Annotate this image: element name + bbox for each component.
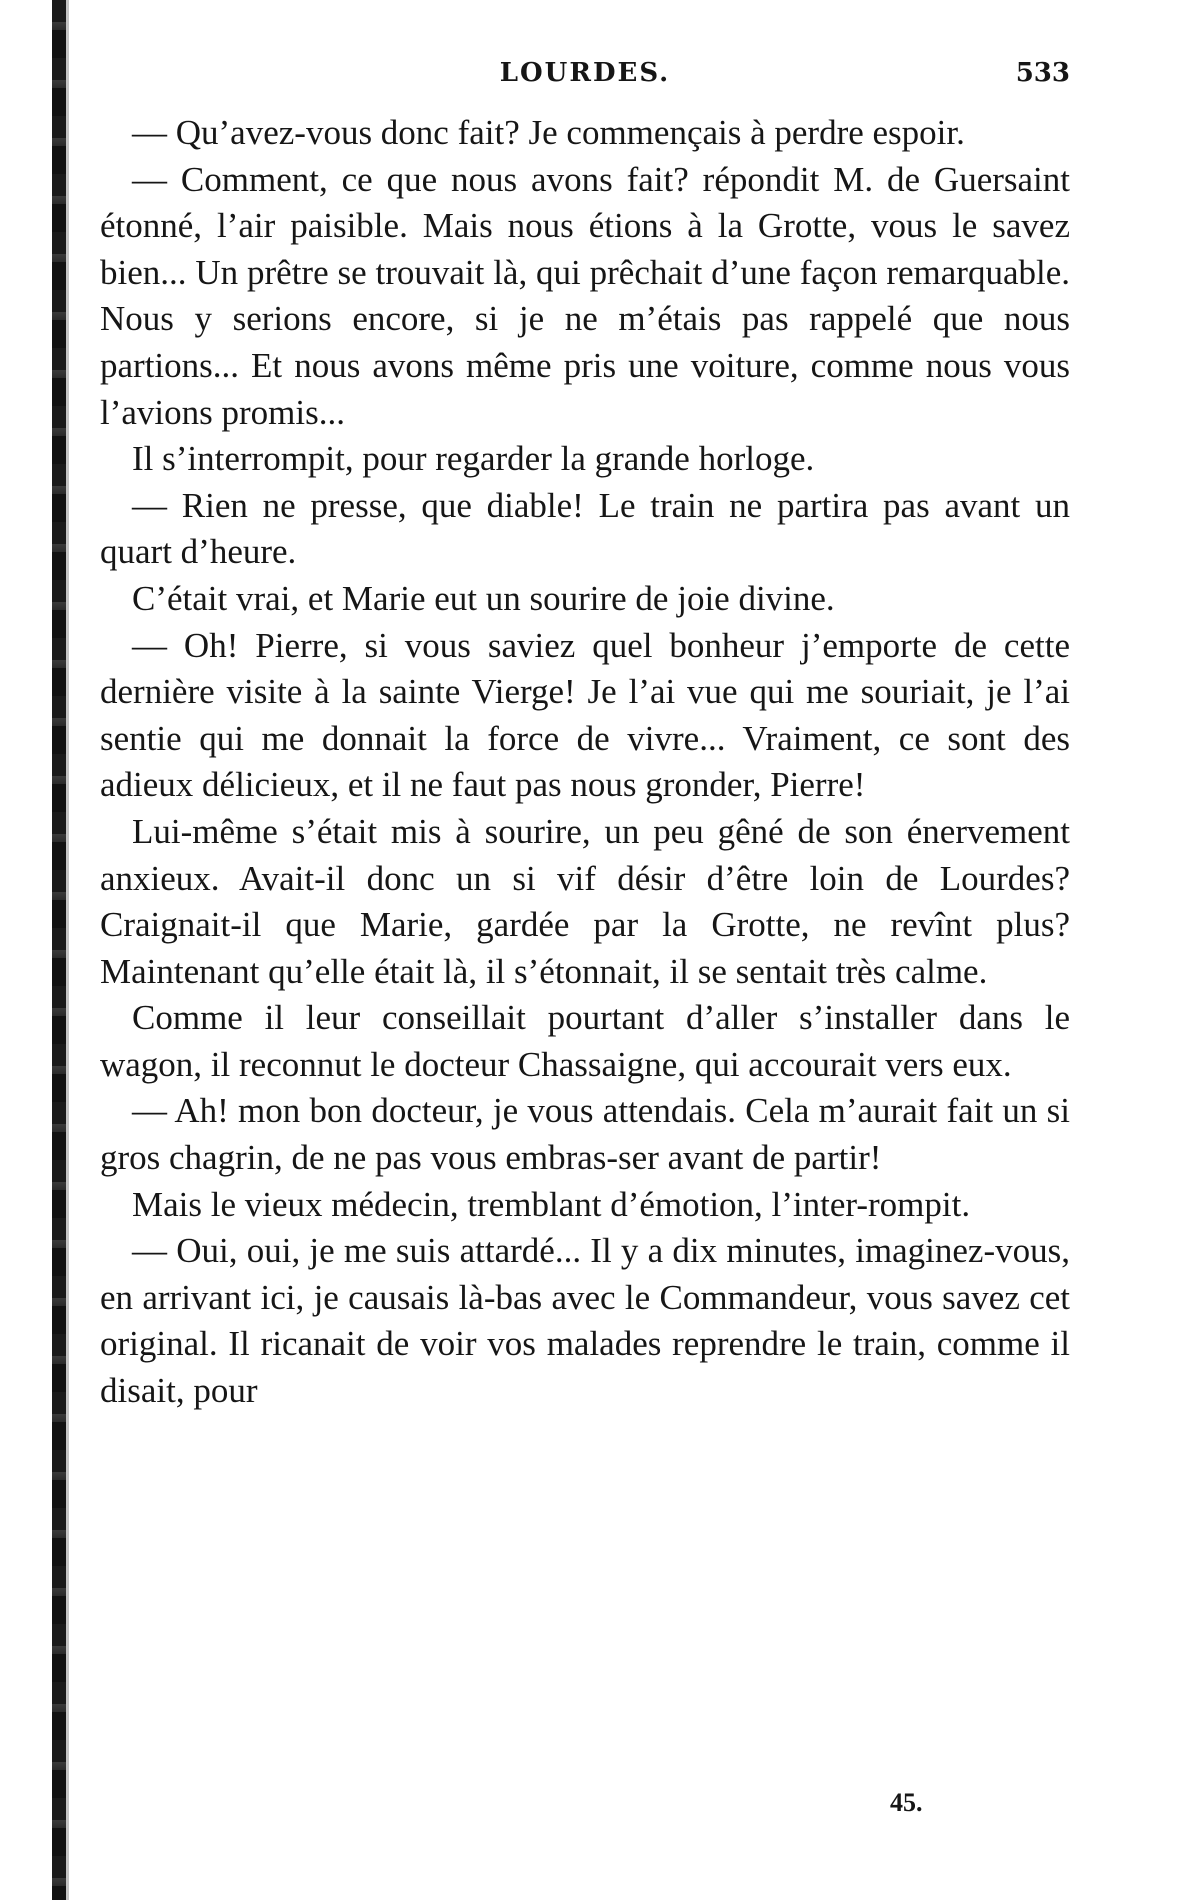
paragraph: — Qu’avez-vous donc fait? Je commençais à perdre espoir. [132, 113, 965, 152]
paragraph: Comme il leur conseillait pourtant d’aller s’installer dans le wagon, il reconnut le docteur Chassaigne, qui accourait vers eux. [100, 998, 1070, 1084]
paragraph: — Oui, oui, je me suis attardé... Il y a dix minutes, imaginez-vous, en arrivant ici, je causais là-bas avec le Commandeur, vous savez cet original. Il ricanait de voir vos malades reprendre le train, comme il disait, pour [100, 1231, 1070, 1411]
signature-mark: 45. [890, 1788, 923, 1817]
paragraph: Mais le vieux médecin, tremblant d’émotion, l’inter-rompit. [132, 1184, 971, 1224]
running-head-title: LOURDES. [499, 58, 671, 88]
paragraph: — Rien ne presse, que diable! Le train ne partira pas avant un quart d’heure. [100, 485, 1070, 572]
paragraph: — Oh! Pierre, si vous saviez quel bonheur j’emporte de cette dernière visite à la sainte Vierge! Je l’ai vue qui me souriait, je l’ai sentie qui me donnait la force de vivre... Vraiment, ce sont des adieux délicieux, et il ne faut pas nous gronder, Pierre! [100, 625, 1070, 805]
paragraph: C’était vrai, et Marie eut un sourire de joie divine. [132, 578, 835, 618]
page-number: 533 [1015, 58, 1070, 88]
book-spine-shadow [52, 0, 66, 1900]
page-edge [66, 0, 69, 1900]
body-text [100, 110, 1070, 1415]
paragraph: Il s’interrompit, pour regarder la grande horloge. [132, 439, 815, 479]
paragraph: — Comment, ce que nous avons fait? répondit M. de Guersaint étonné, l’air paisible. Mais nous étions à la Grotte, vous le savez bien... Un prêtre se trouvait là, qui prêchait d’une façon remarquable. Nous y serions encore, si je ne m’étais pas rappelé que nous partions... Et nous avons même pris une voiture, comme nous vous l’avions promis... [100, 159, 1070, 432]
paragraph: Lui-même s’était mis à sourire, un peu gêné de son énervement anxieux. Avait-il donc un si vif désir d’être loin de Lourdes? Craignait-il que Marie, gardée par la Grotte, ne revînt plus? Maintenant qu’elle était là, il s’étonnait, il se sentait très calme. [100, 811, 1070, 991]
running-head [100, 58, 1070, 98]
paragraph: — Ah! mon bon docteur, je vous attendais. Cela m’aurait fait un si gros chagrin, de ne pas vous embras-ser avant de partir! [100, 1091, 1070, 1178]
